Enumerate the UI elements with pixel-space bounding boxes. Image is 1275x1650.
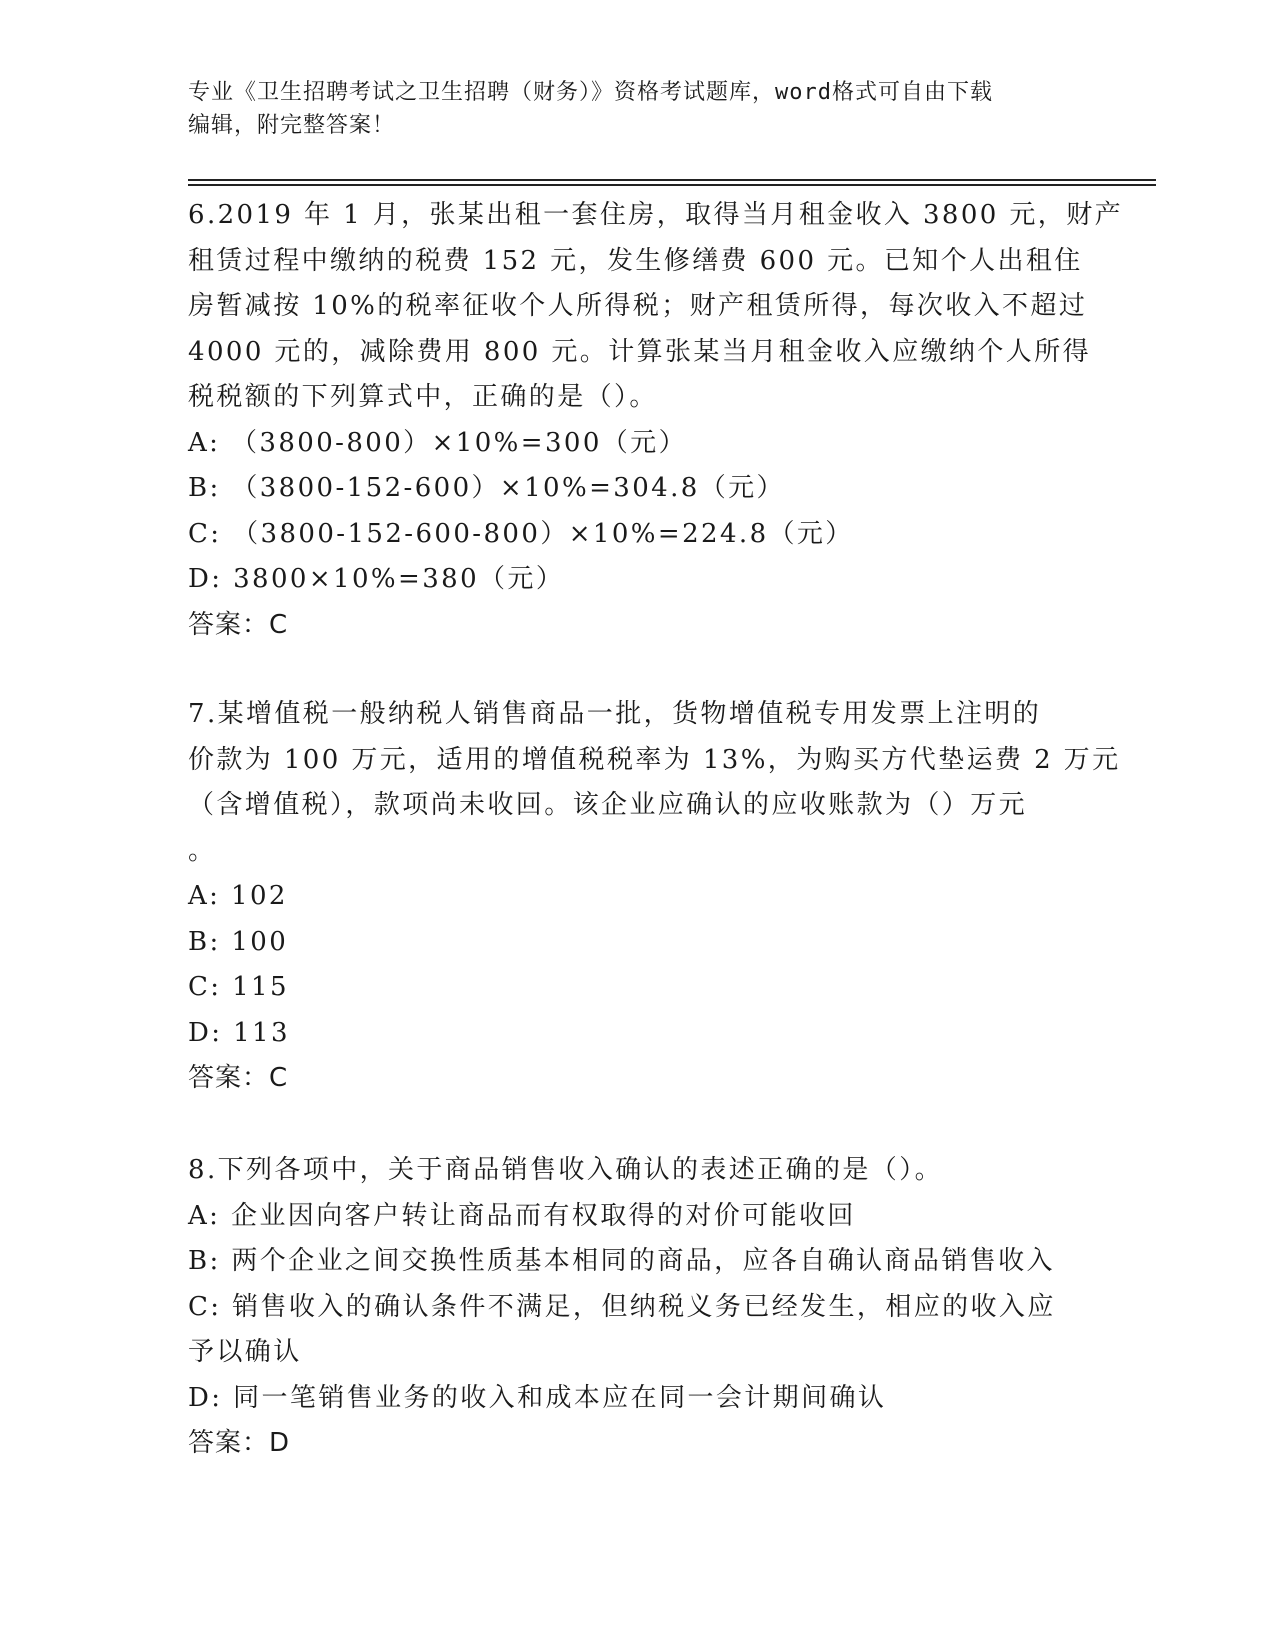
stem-line: 7.某增值税一般纳税人销售商品一批，货物增值税专用发票上注明的 — [188, 699, 1042, 729]
option-a: A: （3800-800）×10%=300（元） — [188, 427, 687, 458]
stem-line: 4000 元的，减除费用 800 元。计算张某当月租金收入应缴纳个人所得 — [188, 336, 1091, 367]
stem-line: 8.下列各项中，关于商品销售收入确认的表述正确的是（）。 — [188, 1155, 944, 1185]
stem-line: 房暂减按 10%的税率征收个人所得税；财产租赁所得，每次收入不超过 — [188, 291, 1088, 321]
option-d: D: 同一笔销售业务的收入和成本应在同一会计期间确认 — [188, 1382, 887, 1413]
header-line-2: 编辑，附完整答案！ — [188, 113, 396, 138]
option-d: D: 113 — [188, 1017, 290, 1048]
stem-line: 6.2019 年 1 月，张某出租一套住房，取得当月租金收入 3800 元，财产 — [188, 200, 1124, 230]
option-d: D: 3800×10%=380（元） — [188, 564, 565, 594]
stem-line: 价款为 100 万元，适用的增值税税率为 13%，为购买方代垫运费 2 万元 — [188, 744, 1121, 775]
option-a: A: 企业因向客户转让商品而有权取得的对价可能收回 — [188, 1200, 856, 1231]
option-b: B: （3800-152-600）×10%=304.8（元） — [188, 473, 785, 503]
question-stem — [188, 1148, 1088, 1194]
stem-line: 。 — [188, 835, 217, 866]
option-c: C: 115 — [188, 972, 289, 1002]
option-c: C: 销售收入的确认条件不满足，但纳税义务已经发生，相应的收入应 — [188, 1291, 1056, 1322]
stem-line: 租赁过程中缴纳的税费 152 元，发生修缮费 600 元。已知个人出租住 — [188, 245, 1083, 276]
question-stem — [188, 692, 1121, 874]
question-8 — [188, 1148, 1088, 1467]
option-b: B: 两个企业之间交换性质基本相同的商品，应各自确认商品销售收入 — [188, 1246, 1055, 1276]
document-header — [188, 76, 1088, 142]
option-b: B: 100 — [188, 926, 289, 957]
option-c-continued: 予以确认 — [188, 1337, 302, 1367]
header-divider-bottom — [188, 184, 1156, 186]
answer-label: 答案：D — [188, 1428, 291, 1458]
header-line-1: 专业《卫生招聘考试之卫生招聘（财务）》资格考试题库，word格式可自由下载 — [188, 80, 993, 105]
header-divider-top — [188, 179, 1156, 181]
question-6 — [188, 193, 1124, 648]
stem-line: 税税额的下列算式中，正确的是（）。 — [188, 382, 658, 412]
option-a: A: 102 — [188, 881, 288, 911]
answer-label: 答案：C — [188, 1063, 289, 1093]
option-c: C: （3800-152-600-800）×10%=224.8（元） — [188, 518, 854, 549]
question-stem — [188, 193, 1124, 421]
stem-line: （含增值税），款项尚未收回。该企业应确认的应收账款为（）万元 — [188, 790, 1028, 820]
answer-label: 答案：C — [188, 609, 289, 640]
question-7 — [188, 692, 1121, 1102]
